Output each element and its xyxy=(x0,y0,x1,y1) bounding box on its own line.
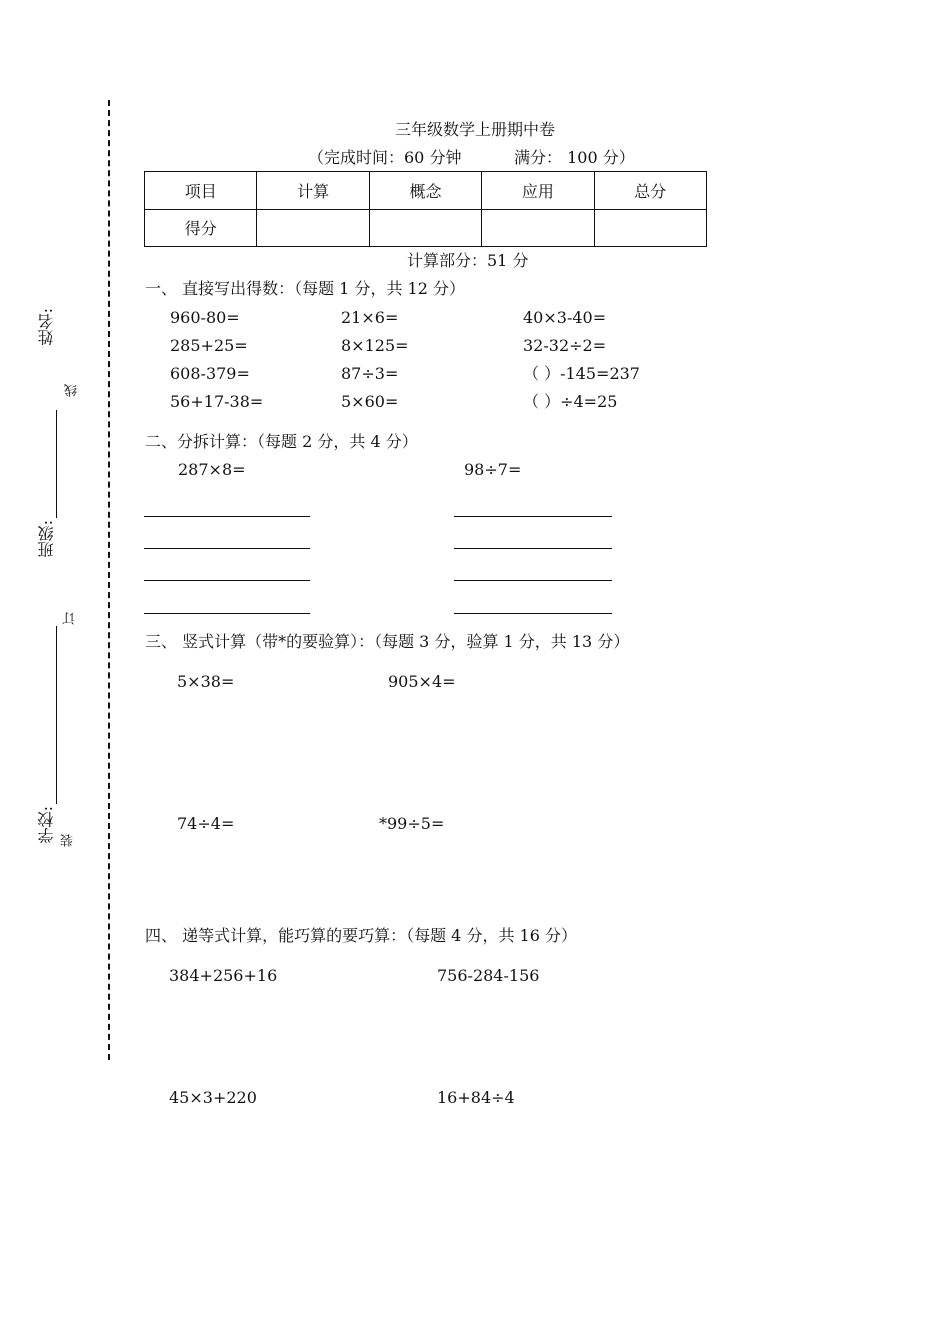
s1-col1-q3: 608-379= xyxy=(170,364,250,383)
school-label: 学校: xyxy=(37,806,56,844)
score-cell-calc[interactable] xyxy=(257,209,369,247)
s2-q2-answer-line[interactable] xyxy=(454,516,612,517)
s3-q2: 905×4= xyxy=(388,672,456,691)
s1-col2-q4: 5×60= xyxy=(341,392,399,411)
s1-col1-q4: 56+17-38= xyxy=(170,392,264,411)
s2-q1-answer-line[interactable] xyxy=(144,548,310,549)
s1-col3-q1: 40×3-40= xyxy=(523,308,607,327)
s4-q2: 756-284-156 xyxy=(437,966,540,985)
s1-col1-q2: 285+25= xyxy=(170,336,248,355)
score-table-value-row xyxy=(145,209,707,247)
binding-dashed-line xyxy=(108,100,110,1060)
s1-col2-q3: 87÷3= xyxy=(341,364,399,383)
s4-q3: 45×3+220 xyxy=(169,1088,257,1107)
s1-col3-q3: （ ）-145=237 xyxy=(523,364,640,383)
binding-bind-mark: 装 xyxy=(61,834,76,847)
s2-q1-answer-line[interactable] xyxy=(144,516,310,517)
s2-q2-answer-line[interactable] xyxy=(454,613,612,614)
s1-col2-q1: 21×6= xyxy=(341,308,399,327)
s1-col3-q2: 32-32÷2= xyxy=(523,336,607,355)
section1-title: 一、 直接写出得数：（每题 1 分，共 12 分） xyxy=(145,279,465,298)
score-cell-apply[interactable] xyxy=(482,209,594,247)
s1-col1-q1: 960-80= xyxy=(170,308,240,327)
score-cell-total[interactable] xyxy=(594,209,706,247)
s1-col2-q2: 8×125= xyxy=(341,336,409,355)
score-header-apply: 应用 xyxy=(482,172,594,210)
s2-q1-answer-line[interactable] xyxy=(144,613,310,614)
binding-line-mark: 线 xyxy=(65,384,80,397)
score-cell-concept[interactable] xyxy=(369,209,481,247)
score-header-item: 项目 xyxy=(145,172,257,210)
s1-col3-q4: （ ）÷4=25 xyxy=(523,392,618,411)
s2-q2-answer-line[interactable] xyxy=(454,548,612,549)
name-class-write-line xyxy=(56,410,57,518)
score-header-total: 总分 xyxy=(594,172,706,210)
class-label: 班级: xyxy=(37,520,56,558)
score-row-label: 得分 xyxy=(145,209,257,247)
time-label: （完成时间：60 分钟 xyxy=(308,148,462,167)
section2-title: 二、分拆计算：（每题 2 分，共 4 分） xyxy=(145,432,418,451)
s3-q4: *99÷5= xyxy=(379,814,445,833)
s3-q1: 5×38= xyxy=(177,672,235,691)
score-header-calc: 计算 xyxy=(257,172,369,210)
name-label: 姓名: xyxy=(37,308,56,346)
s2-q1-answer-line[interactable] xyxy=(144,580,310,581)
score-header-concept: 概念 xyxy=(369,172,481,210)
s2-q2: 98÷7= xyxy=(464,460,522,479)
binding-order-mark: 订 xyxy=(63,612,78,625)
calc-section-title: 计算部分：51 分 xyxy=(407,251,529,270)
section3-title: 三、 竖式计算（带*的要验算）：（每题 3 分，验算 1 分，共 13 分） xyxy=(145,632,630,651)
score-table-header-row xyxy=(145,172,707,210)
s3-q3: 74÷4= xyxy=(177,814,235,833)
class-school-write-line xyxy=(56,626,57,804)
full-score-label: 满分： 100 分） xyxy=(514,148,635,167)
s2-q2-answer-line[interactable] xyxy=(454,580,612,581)
s4-q1: 384+256+16 xyxy=(169,966,278,985)
s2-q1: 287×8= xyxy=(178,460,246,479)
page-title: 三年级数学上册期中卷 xyxy=(394,120,555,139)
score-table xyxy=(144,171,707,247)
s4-q4: 16+84÷4 xyxy=(437,1088,515,1107)
section4-title: 四、 递等式计算，能巧算的要巧算：（每题 4 分，共 16 分） xyxy=(145,926,577,945)
